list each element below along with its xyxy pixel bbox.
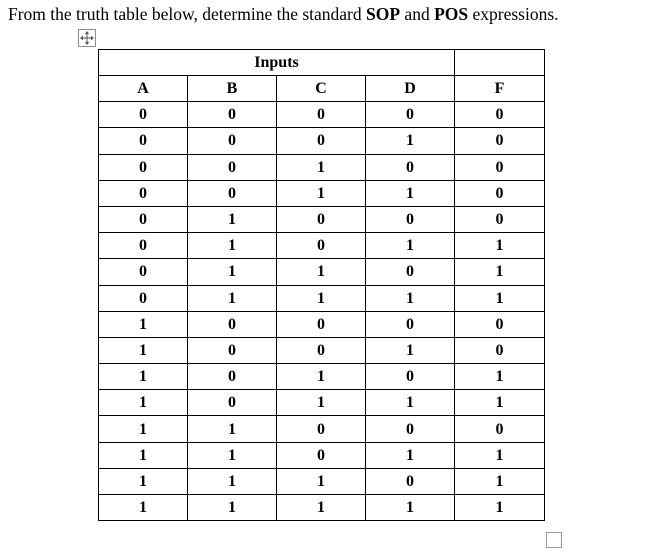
- cell-f: 0: [455, 128, 545, 154]
- cell-c: 1: [277, 180, 366, 206]
- cell-a: 0: [99, 285, 188, 311]
- cell-c: 0: [277, 128, 366, 154]
- cell-d: 1: [366, 285, 455, 311]
- table-row: [99, 259, 545, 285]
- cell-b: 0: [188, 364, 277, 390]
- question-middle: and: [400, 4, 435, 24]
- cell-a: 0: [99, 180, 188, 206]
- table-row: [99, 468, 545, 494]
- cell-a: 0: [99, 206, 188, 232]
- cell-f: 1: [455, 468, 545, 494]
- question-suffix: expressions.: [468, 4, 559, 24]
- column-header-a: A: [99, 76, 188, 102]
- cell-a: 0: [99, 233, 188, 259]
- cell-c: 1: [277, 390, 366, 416]
- cell-b: 0: [188, 390, 277, 416]
- cell-c: 0: [277, 206, 366, 232]
- cell-f: 0: [455, 206, 545, 232]
- cell-b: 1: [188, 206, 277, 232]
- cell-f: 1: [455, 495, 545, 521]
- cell-c: 0: [277, 233, 366, 259]
- cell-a: 0: [99, 128, 188, 154]
- table-row: [99, 495, 545, 521]
- cell-a: 0: [99, 259, 188, 285]
- cell-b: 1: [188, 285, 277, 311]
- cell-d: 1: [366, 128, 455, 154]
- table-row: [99, 154, 545, 180]
- truth-table: [98, 49, 545, 521]
- cell-a: 1: [99, 442, 188, 468]
- table-row: [99, 285, 545, 311]
- table-row: [99, 180, 545, 206]
- cell-d: 1: [366, 180, 455, 206]
- cell-d: 0: [366, 102, 455, 128]
- cell-a: 1: [99, 311, 188, 337]
- cell-f: 1: [455, 442, 545, 468]
- cell-c: 0: [277, 337, 366, 363]
- cell-d: 1: [366, 390, 455, 416]
- cell-c: 1: [277, 285, 366, 311]
- column-header-row: [99, 76, 545, 102]
- cell-d: 0: [366, 154, 455, 180]
- cell-f: 1: [455, 259, 545, 285]
- table-row: [99, 102, 545, 128]
- table-row: [99, 390, 545, 416]
- cell-c: 1: [277, 259, 366, 285]
- question-pos: POS: [434, 4, 469, 24]
- cell-f: 1: [455, 364, 545, 390]
- cell-d: 0: [366, 468, 455, 494]
- cell-a: 0: [99, 154, 188, 180]
- cell-c: 1: [277, 154, 366, 180]
- table-resize-handle[interactable]: [546, 532, 562, 548]
- cell-f: 0: [455, 180, 545, 206]
- inputs-header-row: [99, 50, 545, 76]
- cell-b: 1: [188, 442, 277, 468]
- cell-a: 0: [99, 102, 188, 128]
- cell-a: 1: [99, 337, 188, 363]
- cell-b: 1: [188, 495, 277, 521]
- column-header-d: D: [366, 76, 455, 102]
- table-row: [99, 337, 545, 363]
- cell-f: 0: [455, 154, 545, 180]
- table-row: [99, 364, 545, 390]
- table-row: [99, 206, 545, 232]
- inputs-group-header: Inputs: [99, 50, 455, 76]
- cell-f: 0: [455, 311, 545, 337]
- table-row: [99, 233, 545, 259]
- column-header-b: B: [188, 76, 277, 102]
- cell-d: 1: [366, 233, 455, 259]
- cell-d: 1: [366, 337, 455, 363]
- cell-b: 0: [188, 311, 277, 337]
- cell-f: 1: [455, 390, 545, 416]
- output-group-header: [455, 50, 545, 76]
- cell-b: 0: [188, 180, 277, 206]
- cell-d: 1: [366, 495, 455, 521]
- cell-a: 1: [99, 495, 188, 521]
- cell-b: 1: [188, 259, 277, 285]
- cell-c: 1: [277, 468, 366, 494]
- cell-a: 1: [99, 416, 188, 442]
- table-row: [99, 442, 545, 468]
- cell-b: 0: [188, 337, 277, 363]
- question-prefix: From the truth table below, determine the standard: [8, 4, 366, 24]
- cell-d: 0: [366, 364, 455, 390]
- cell-f: 1: [455, 285, 545, 311]
- cell-b: 0: [188, 154, 277, 180]
- cell-f: 0: [455, 337, 545, 363]
- cell-c: 1: [277, 364, 366, 390]
- table-row: [99, 311, 545, 337]
- cell-d: 0: [366, 416, 455, 442]
- cell-a: 1: [99, 390, 188, 416]
- cell-c: 0: [277, 416, 366, 442]
- cell-a: 1: [99, 468, 188, 494]
- move-arrows-icon: [79, 30, 95, 46]
- question-text: [8, 4, 559, 25]
- cell-b: 0: [188, 102, 277, 128]
- cell-d: 1: [366, 442, 455, 468]
- cell-f: 0: [455, 102, 545, 128]
- cell-d: 0: [366, 311, 455, 337]
- cell-c: 0: [277, 311, 366, 337]
- column-header-f: F: [455, 76, 545, 102]
- cell-f: 0: [455, 416, 545, 442]
- table-row: [99, 416, 545, 442]
- cell-b: 1: [188, 416, 277, 442]
- cell-b: 0: [188, 128, 277, 154]
- cell-a: 1: [99, 364, 188, 390]
- cell-f: 1: [455, 233, 545, 259]
- table-row: [99, 128, 545, 154]
- cell-b: 1: [188, 468, 277, 494]
- cell-c: 0: [277, 102, 366, 128]
- cell-c: 0: [277, 442, 366, 468]
- column-header-c: C: [277, 76, 366, 102]
- cell-d: 0: [366, 259, 455, 285]
- cell-c: 1: [277, 495, 366, 521]
- question-sop: SOP: [366, 4, 401, 24]
- cell-b: 1: [188, 233, 277, 259]
- table-move-handle[interactable]: [78, 29, 96, 47]
- cell-d: 0: [366, 206, 455, 232]
